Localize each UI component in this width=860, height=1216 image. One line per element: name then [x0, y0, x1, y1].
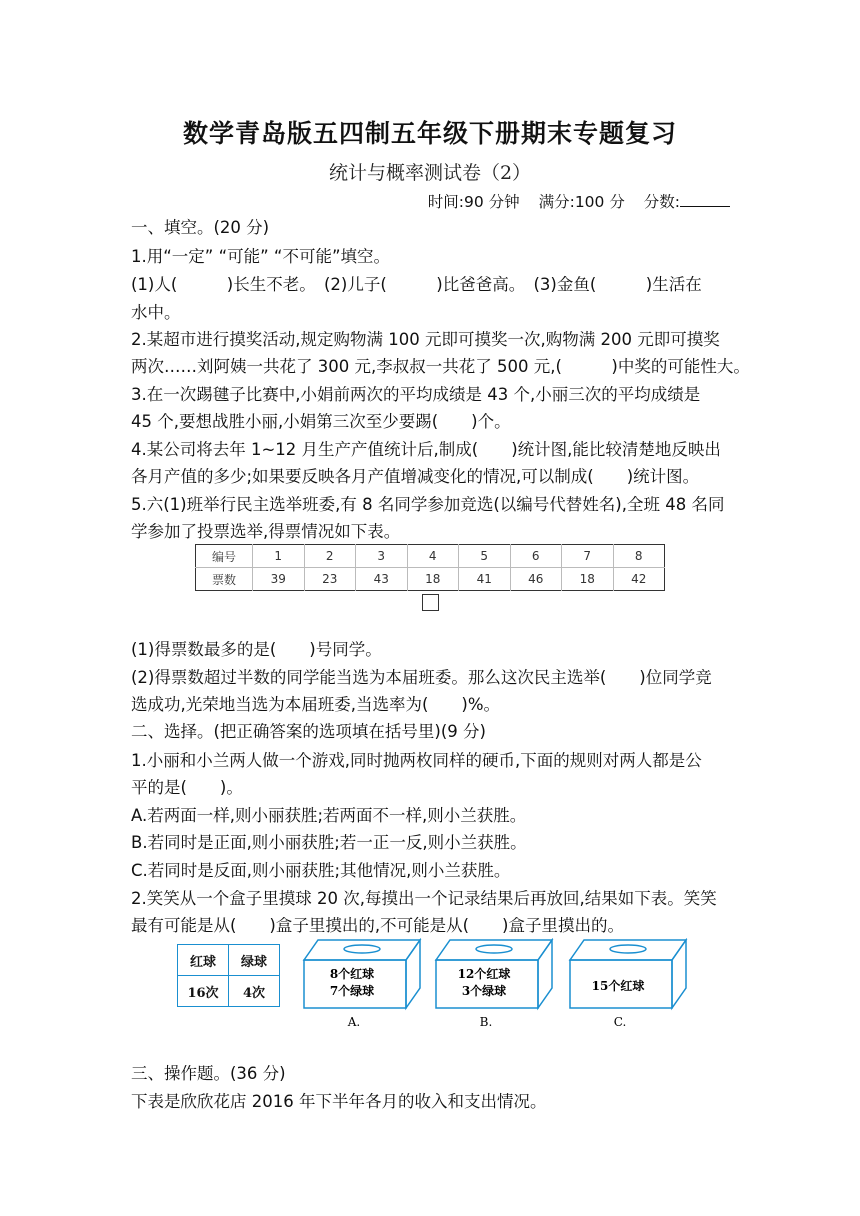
box-c-label: C.	[613, 1015, 627, 1029]
question-line: (1)得票数最多的是( )号同学。	[131, 640, 382, 659]
question-line: 3.在一次踢毽子比赛中,小娟前两次的平均成绩是 43 个,小丽三次的平均成绩是	[131, 385, 701, 404]
question-line: 4.某公司将去年 1~12 月生产产值统计后,制成( )统计图,能比较清楚地反映出	[131, 440, 721, 459]
vote-count-cell: 43	[356, 568, 408, 591]
vote-id-cell: 7	[562, 545, 614, 568]
box-a-line2: 7个绿球	[329, 984, 375, 998]
box-b-line2: 3个绿球	[461, 984, 507, 998]
vote-count-cell: 23	[304, 568, 356, 591]
question-line: 选成功,光荣地当选为本届班委,当选率为( )%。	[131, 695, 501, 714]
ball-table-header: 红球	[178, 945, 229, 976]
vote-count-cell: 18	[407, 568, 459, 591]
question-line: 下表是欣欣花店 2016 年下半年各月的收入和支出情况。	[131, 1092, 547, 1111]
ball-table-header: 绿球	[229, 945, 280, 976]
box-a	[304, 940, 420, 1029]
vote-table-count-row	[196, 568, 665, 591]
time-limit: 时间:90 分钟	[427, 193, 520, 211]
score-label: 分数:	[644, 193, 730, 211]
full-score: 满分:100 分	[538, 193, 625, 211]
vote-id-cell: 6	[510, 545, 562, 568]
vote-count-cell: 41	[459, 568, 511, 591]
question-line: 1.小丽和小兰两人做一个游戏,同时抛两枚同样的硬币,下面的规则对两人都是公	[131, 751, 702, 770]
question-line: 5.六(1)班举行民主选举班委,有 8 名同学参加竞选(以编号代替姓名),全班 48 名同	[131, 495, 725, 514]
question-line: 2.笑笑从一个盒子里摸球 20 次,每摸出一个记录结果后再放回,结果如下表。笑笑	[131, 889, 717, 908]
score-blank	[680, 192, 730, 207]
vote-count-cell: 46	[510, 568, 562, 591]
vote-table-header: 票数	[196, 568, 253, 591]
vote-table-id-row	[196, 545, 665, 568]
box-c	[570, 940, 686, 1029]
box-b-line1: 12个红球	[457, 967, 511, 981]
vote-id-cell: 3	[356, 545, 408, 568]
vote-id-cell: 2	[304, 545, 356, 568]
vote-id-cell: 5	[459, 545, 511, 568]
box-c-line1: 15个红球	[591, 979, 645, 993]
vote-table-header: 编号	[196, 545, 253, 568]
section-2-heading: 二、选择。(把正确答案的选项填在括号里)(9 分)	[131, 722, 486, 741]
question-line: (2)得票数超过半数的同学能当选为本届班委。那么这次民主选举( )位同学竞	[131, 668, 712, 687]
question-line: 2.某超市进行摸奖活动,规定购物满 100 元即可摸奖一次,购物满 200 元即可摸奖	[131, 330, 720, 349]
question-line: (1)人( )长生不老。 (2)儿子( )比爸爸高。 (3)金鱼( )生活在	[131, 275, 702, 294]
question-line: 1.用“一定” “可能” “不可能”填空。	[131, 247, 391, 266]
question-line: 45 个,要想战胜小丽,小娟第三次至少要踢( )个。	[131, 412, 511, 431]
box-b-label: B.	[479, 1015, 493, 1029]
box-a-label: A.	[347, 1015, 361, 1029]
section-1-heading: 一、填空。(20 分)	[131, 218, 270, 237]
ball-boxes-figure	[300, 938, 700, 1033]
ball-result-table	[177, 944, 280, 1007]
question-line: 水中。	[131, 303, 181, 322]
page-title: 数学青岛版五四制五年级下册期末专题复习	[182, 119, 677, 148]
vote-id-cell: 8	[613, 545, 665, 568]
vote-id-cell: 1	[253, 545, 305, 568]
page-subtitle: 统计与概率测试卷（2）	[328, 162, 532, 184]
ball-table-value: 4次	[229, 976, 280, 1007]
box-b	[436, 940, 552, 1029]
exam-meta	[414, 190, 730, 212]
question-line: 各月产值的多少;如果要反映各月产值增减变化的情况,可以制成( )统计图。	[131, 467, 700, 486]
ball-table-value: 16次	[178, 976, 229, 1007]
option-c: C.若同时是反面,则小丽获胜;其他情况,则小兰获胜。	[131, 861, 511, 880]
vote-table	[195, 544, 665, 591]
vote-count-cell: 42	[631, 572, 647, 586]
placeholder-square	[422, 594, 439, 611]
question-line: 两次……刘阿姨一共花了 300 元,李叔叔一共花了 500 元,( )中奖的可能性大。	[131, 357, 750, 376]
vote-id-cell: 4	[407, 545, 459, 568]
question-line: 最有可能是从( )盒子里摸出的,不可能是从( )盒子里摸出的。	[131, 916, 624, 935]
vote-count-cell: 18	[562, 568, 614, 591]
box-a-line1: 8个红球	[329, 967, 375, 981]
question-line: 平的是( )。	[131, 778, 243, 797]
option-a: A.若两面一样,则小丽获胜;若两面不一样,则小兰获胜。	[131, 806, 527, 825]
option-b: B.若同时是正面,则小丽获胜;若一正一反,则小兰获胜。	[131, 833, 527, 852]
section-3-heading: 三、操作题。(36 分)	[131, 1064, 286, 1083]
vote-count-cell: 39	[253, 568, 305, 591]
question-line: 学参加了投票选举,得票情况如下表。	[131, 522, 401, 541]
